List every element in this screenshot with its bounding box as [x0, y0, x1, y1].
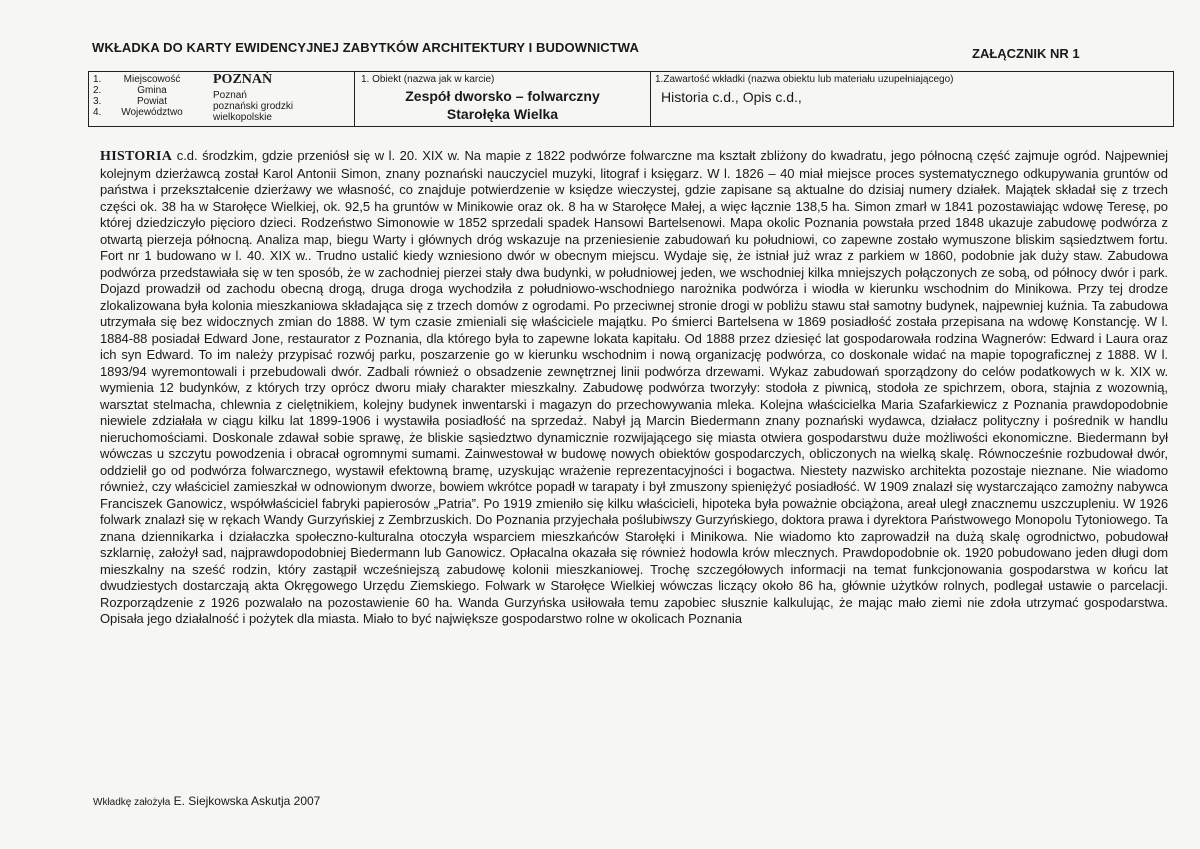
history-body: c.d. środzkim, gdzie przeniósł się w l. 20. XIX w. Na mapie z 1822 podwórze folwarczne ma kształt zbliżony do kwadratu, jego północną część zajmuje ogród. Najpewniej kolejnym dzierżawcą został Karol Antonii Simon, znany poznański nauczyciel muzyki, litograf i księgarz. W l. 1826 – 40 miał miejsce proces systematycznego odkupywania gruntów od państwa i przekształcenie dzierżawy we własność, co znajduje potwierdzenie w księdze wieczystej, gdzie zapisane są aktualne do dzisiaj numery działek. Majątek składał się z trzech części ok. 38 ha w Starołęce Wielkiej, ok. 92,5 ha gruntów w Minikowie oraz ok. 8 ha w Starołęce Małej, a więc łącznie 138,5 ha. Simon zmarł w 1841 pozostawiając wdowę Teresę, po której dziedziczyło pięcioro dzieci. Rodzeństwo Simonowie w 1852 sprzedali spadek Hansowi Bartelsenowi. Mapa okolic Poznania powstała przed 1848 ukazuje zabudowę podwórza z otwartą pierzeja północną. Analiza map, biegu Warty i głównych dróg wskazuje na przeniesienie zabudowań ku południowi, co zapewne zostało wymuszone bliskim sąsiedztwem fortu. Fort nr 1 budowano w l. 40. XIX w.. Trudno ustalić kiedy wzniesiono dwór w obecnym miejscu. Wydaje się, że istniał już wraz z parkiem w 1860, podobnie jak duży staw. Zabudowa podwórza przedstawiała się w ten sposób, że w zachodniej pierzei stały dwa budynki, w południowej jeden, we wschodniej kilka mniejszych połączonych ze sobą, od północy dwór i park. Dojazd prowadził od zachodu obecną drogą, druga droga wychodziła z południowo-wschodniego narożnika podwórza i wiodła w kierunku wschodnim do Minikowa. Przy tej drodze zlokalizowana była kolonia mieszkaniowa składająca się z trzech domów z ogrodami. Po przeciwnej stronie drogi w pobliżu stawu stał samotny budynek, najpewniej kuźnia. Ta zabudowa utrzymała się bez widocznych zmian do 1888. W tym czasie zmieniali się właściciele majątku. Po śmierci Bartelsena w 1869 posiadłość została przepisana na wdowę Konstancję. W l. 1884-88 posiadał Edward Jone, restaurator z Poznania, dla którego była to zapewne lokata kapitału. Od 1888 przez dziesięć lat gospodarowała rodzina Wagnerów: Edward i Laura oraz ich syn Edward. To im należy przypisać rozwój parku, poszarzenie go w kierunku wschodnim i nową organizację podwórza, co doskonale widać na mapie topograficznej z 1888. W l. 1893/94 wyremontowali i przebudowali dwór. Zadbali również o obsadzenie zewnętrznej linii podwórza drzewami. Wykaz zabudowań sporządzony do celów podatkowych w k. XIX w. wymienia 12 budynków, z których trzy oprócz dworu miały charakter mieszkalny. Zabudowę podwórza tworzyły: stodoła z piwnicą, stodoła ze spichrzem, obora, stajnia z wozownią, warsztat stelmacha, chlewnia z cielętnikiem, kolejny budynek inwentarski i magazyn do przechowywania mleka. Kolejna właścicielka Maria Szafarkiewicz z Poznania prawdopodobnie niewiele zdziałała w ciągu kilku lat 1899-1906 i wystawiła posiadłość na sprzedaż. Nabył ją Marcin Biedermann znany poznański wydawca, działacz polityczny i pośrednik w handlu nieruchomościami. Doskonale zdawał sobie sprawę, że bliskie sąsiedztwo dynamicznie rozwijającego się miasta otwiera gospodarstwu duże możliwości ekonomiczne. Biedermann był wówczas u szczytu powodzenia i obracał ogromnymi sumami. Zainwestował w budowę nowych obiektów gospodarczych, obliczonych na wielką skalę. Równocześnie rozbudował dwór, oddzielił go od podwórza folwarcznego, wystawił efektowną bramę, uzyskując wrażenie reprezentacyjności i bogactwa. Niestety nazwisko architekta pozostaje nieznane. Nie wiadomo również, czy właściciel zamieszkał w odnowionym dworze, bowiem wkrótce popadł w tarapaty i był zmuszony spieniężyć posiadłość. W 1909 znalazł się wystarczająco zamożny nabywca Franciszek Ganowicz, współwłaściciel fabryki papierosów „Patria”. Po 1919 zmieniło się kilku właścicieli, hipoteka była poważnie obciążona, areał uległ znacznemu uszczupleniu. W 1926 folwark znalazł się w rękach Wandy Gurzyńskiej z Zembrzuskich. Do Poznania przyjechała poślubiwszy Gurzyńskiego, doktora prawa i dyrektora Państwowego Monopolu Tytoniowego. Ta znana dziennikarka i działaczka społeczno-kulturalna otoczyła wsparciem mieszkańców Starołęki i Minikowa. Nie wiadomo kto zaprowadził na dużą skalę ogrodnictwo, pobudował szklarnię, założył sad, najprawdopodobniej Biedermann lub Ganowicz. Opłacalna okazała się również hodowla krów mlecznych. Prawdopodobnie ok. 1920 pobudowano jeden długi dom mieszkalny na sześć rodzin, który zastąpił wcześniejszą zabudowę kolonii mieszkaniowej. Trochę szczegółowych informacji na temat funkcjonowania gospodarstwa w końcu lat dwudziestych dostarczają akta Okręgowego Urzędu Ziemskiego. Folwark w Starołęce Wielkiej wówczas liczący około 86 ha, głównie użytków rolnych, podlegał ustawie o parcelacji. Rozporządzenie z 1926 pozwalało na pozostawienie 60 ha. Wanda Gurzyńska usiłowała temu zapobiec słusznie kalkulując, że mając mało ziemi nie zdoła utrzymać gospodarstwa. Opisała jego działalność i pożytek dla miasta. Miało to być największe gospodarstwo rolne w okolicach Poznania — [100, 148, 1168, 626]
footer-author-name: E. Siejkowska Askutja 2007 — [173, 794, 321, 808]
history-text-block — [100, 148, 1168, 628]
gmina-value: Poznań — [213, 90, 247, 101]
object-name-line2: Starołęka Wielka — [446, 106, 559, 122]
location-cell — [89, 72, 355, 126]
object-cell — [355, 72, 651, 126]
object-caption: 1. Obiekt (nazwa jak w karcie) — [361, 74, 495, 85]
location-label: Powiat — [136, 96, 167, 107]
wojewodztwo-value: wielkopolskie — [213, 112, 272, 123]
contents-caption: 1.Zawartość wkładki (nazwa obiektu lub materiału uzupełniającego) — [655, 74, 954, 85]
object-name-line1: Zespół dworsko – folwarczny — [405, 88, 600, 104]
location-label: Miejscowość — [123, 74, 181, 85]
footer-caption: Wkładkę założyła — [93, 797, 171, 808]
powiat-value: poznański grodzki — [213, 101, 294, 112]
location-row-4: 4. Województwo — [93, 107, 197, 118]
location-label: Gmina — [137, 85, 167, 96]
history-label: HISTORIA — [100, 149, 173, 164]
footer-author — [93, 794, 320, 808]
location-label: Województwo — [121, 107, 183, 118]
contents-cell — [651, 72, 1173, 126]
location-row-3: 3. Powiat — [93, 96, 197, 107]
contents-value: Historia c.d., Opis c.d., — [661, 89, 802, 105]
location-row-1: 1. Miejscowość — [93, 74, 197, 85]
city-value: POZNAŃ — [213, 72, 273, 87]
annex-label: ZAŁĄCZNIK NR 1 — [972, 46, 1080, 61]
location-row-2: 2. Gmina — [93, 85, 197, 96]
header-table — [88, 71, 1174, 127]
document-title: WKŁADKA DO KARTY EWIDENCYJNEJ ZABYTKÓW ARCHITEKTURY I BUDOWNICTWA — [92, 40, 639, 55]
